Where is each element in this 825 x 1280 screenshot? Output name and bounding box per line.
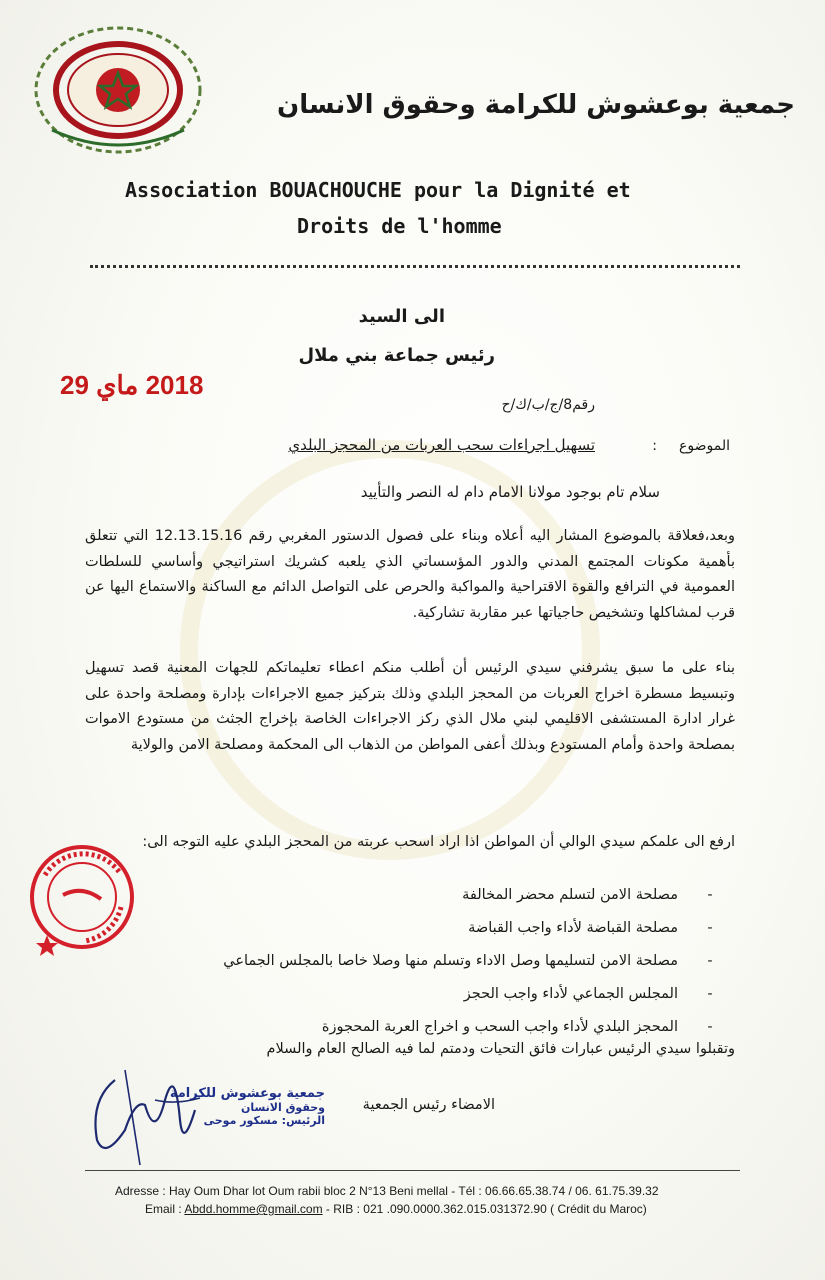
body-paragraph-3: ارفع الى علمكم سيدي الوالي أن المواطن اذا اراد اسحب عربته من المحجز البلدي عليه التوجه الى: (142, 834, 735, 850)
list-item-text: المجلس الجماعي لأداء واجب الحجز (463, 985, 678, 1002)
list-item-text: مصلحة الامن لتسلم محضر المخالفة (462, 886, 678, 903)
list-bullet: - (707, 985, 713, 1002)
list-item-text: مصلحة الامن لتسليمها وصل الاداء وتسلم منها وصلا خاصا بالمجلس الجماعي (223, 952, 678, 969)
association-title-french-line1: Association BOUACHOUCHE pour la Dignité et (125, 178, 631, 202)
signature-labels: الامضاء رئيس الجمعية (362, 1097, 495, 1113)
association-title-arabic: جمعية بوعشوش للكرامة وحقوق الانسان (277, 90, 795, 120)
handwritten-date: 2018 ماي 29 (60, 370, 204, 400)
list-item (100, 911, 720, 944)
body-paragraph-1: وبعد،فعلاقة بالموضوع المشار اليه أعلاه وبناء على فصول الدستور المغربي رقم 12.13.15.16 التي تتعلق بأهمية مكونات المجتمع المدني والدور المؤسساتي الذي يلعبه كشريك استراتيجي وأساسي للسلطات العمومية في الترافع والقوة الاقتراحية والمواكبة والحرص على التواصل الدائم مع الساكنة والاستماع اليها عن قرب لمشاكلها وتشخيص حاجياتها عبر مقاربة تشاركية. (85, 528, 735, 621)
closing-formula: وتقبلوا سيدي الرئيس عبارات فائق التحيات ودمتم لما فيه الصالح العام والسلام (266, 1041, 735, 1057)
list-item (100, 977, 720, 1010)
list-bullet: - (707, 886, 713, 903)
list-item-text: مصلحة القباضة لأداء واجب القباضة (468, 919, 678, 936)
footer-address: Adresse : Hay Oum Dhar lot Oum rabii bloc 2 N°13 Beni mellal - Tél : 06.66.65.38.74 / 06. 61.75.39.32 (115, 1184, 659, 1198)
footer-contact (145, 1202, 745, 1216)
recipient-salutation: الى السيد (358, 306, 445, 327)
reference-number: رقم8/ج/ب/ك/ح (501, 397, 595, 413)
subject-colon: : (652, 438, 657, 454)
watermark-emblem (180, 440, 600, 860)
recipient-title: رئيس جماعة بني ملال (298, 345, 495, 366)
blue-stamp-line2: وحقوق الانسان (240, 1101, 325, 1114)
list-item (100, 878, 720, 911)
list-item (100, 1010, 720, 1043)
header-divider (90, 265, 740, 268)
list-item (100, 944, 720, 977)
blue-stamp-line1: جمعية بوعشوش للكرامة (169, 1086, 325, 1101)
greeting: سلام تام بوجود مولانا الامام دام له النصر والتأييد (360, 483, 660, 501)
handwritten-signature (85, 1060, 205, 1170)
footer-divider (85, 1170, 740, 1171)
steps-list (100, 878, 720, 1043)
list-bullet: - (707, 919, 713, 936)
association-logo-emblem (30, 20, 205, 160)
footer-email-label: Email : (145, 1202, 185, 1216)
subject-text: تسهيل اجراءات سحب العربات من المحجز البلدي (288, 436, 595, 454)
footer-email-link[interactable]: Abdd.homme@gmail.com (184, 1202, 323, 1216)
list-bullet: - (707, 952, 713, 969)
blue-stamp-line3: الرئيس: مسكور موحى (203, 1114, 325, 1127)
red-round-stamp (25, 835, 140, 965)
subject-label: الموضوع (679, 438, 730, 454)
list-item-text: المحجز البلدي لأداء واجب السحب و اخراج العربة المحجوزة (321, 1018, 678, 1035)
association-title-french (125, 172, 745, 244)
footer-rib: - RIB : 021 .090.0000.362.015.031372.90 ( Crédit du Maroc) (322, 1202, 647, 1216)
body-paragraph-2: بناء على ما سبق يشرفني سيدي الرئيس أن أطلب منكم اعطاء تعليماتكم للجهات المعنية قصد تسهيل وتبسيط مسطرة اخراج العربات من المحجز البلدي وذلك بتركيز جميع الاجراءات بإدارة ومصلحة واحدة على غرار ادارة المستشفى الاقليمي لبني ملال الذي ركز الاجراءات الخاصة بإخراج الجثث من مستودع الاموات بمصلحة واحدة وأمام المستودع وبذلك أعفى المواطن من الذهاب الى المحكمة ومصلحة الامن والولاية (85, 660, 735, 753)
association-title-french-line2: Droits de l'homme (297, 214, 502, 238)
list-bullet: - (707, 1018, 713, 1035)
